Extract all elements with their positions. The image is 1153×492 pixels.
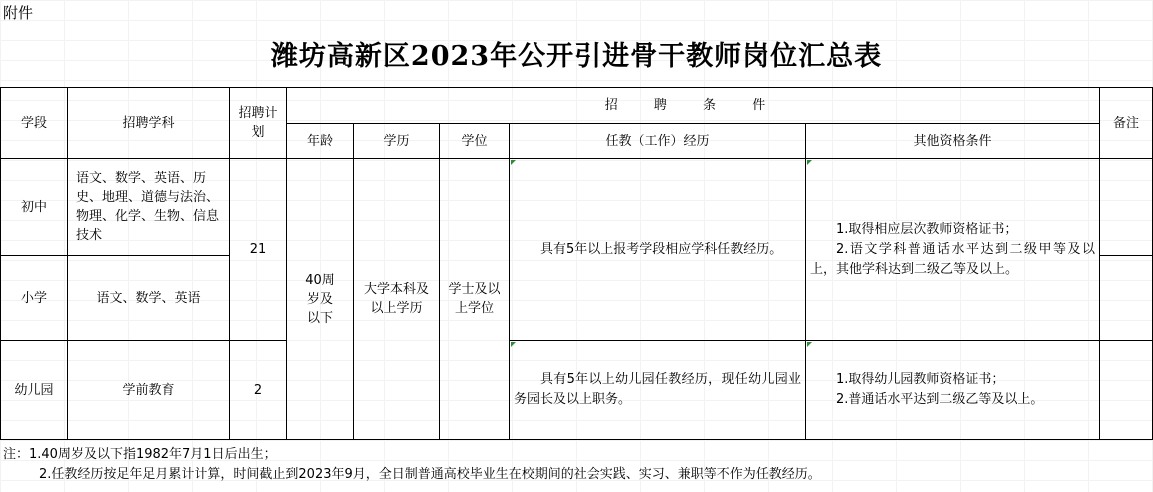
footnote-line: 注：1.40周岁及以下指1982年7月1日后出生； [3,447,277,462]
experience-cell [510,159,806,341]
plan-cell: 21 [230,159,287,341]
stage-cell: 幼儿园 [1,341,68,440]
page-title: 潍坊高新区2023年公开引进骨干教师岗位汇总表 [270,41,883,72]
plan-cell: 2 [230,341,287,440]
subjects-cell: 语文、数学、英语、历史、地理、道德与法治、物理、化学、生物、信息技术 [68,159,230,256]
header-degree: 学位 [440,124,510,159]
experience-cell [510,341,806,440]
experience-text: 具有5年以上幼儿园任教经历，现任幼儿园业务园长及以上职务。 [514,372,801,407]
footnotes [3,445,821,485]
header-experience: 任教（工作）经历 [510,124,806,159]
subjects-cell: 学前教育 [68,341,230,440]
other-qualifications-cell [806,159,1100,341]
header-subjects: 招聘学科 [68,88,230,159]
other-qualification-line: 2.语文学科普通话水平达到二级甲等及以上，其他学科达到二级乙等及以上。 [810,241,1096,277]
header-other: 其他资格条件 [806,124,1100,159]
header-plan: 招聘计划 [230,88,287,159]
remarks-cell [1100,159,1153,256]
remarks-cell [1100,256,1153,341]
age-cell: 40周岁及以下 [287,159,354,440]
degree-cell: 学士及以上学位 [440,159,510,440]
header-age: 年龄 [287,124,354,159]
education-cell: 大学本科及以上学历 [354,159,440,440]
footnote-line: 2.任教经历按足年足月累计计算，时间截止到2023年9月，全日制普通高校毕业生在校期间的社会实践、实习、兼职等不作为任教经历。 [39,467,821,482]
header-remarks: 备注 [1100,88,1153,159]
header-stage: 学段 [1,88,68,159]
positions-table [0,87,1153,440]
header-conditions: 招 聘 条 件 [287,88,1100,124]
stage-cell: 小学 [1,256,68,341]
stage-cell: 初中 [1,159,68,256]
subjects-cell: 语文、数学、英语 [68,256,230,341]
remarks-cell [1100,341,1153,440]
other-qualifications-cell [806,341,1100,440]
experience-text: 具有5年以上报考学段相应学科任教经历。 [540,241,783,257]
header-education: 学历 [354,124,440,159]
other-qualification-line: 1.取得幼儿园教师资格证书； [836,372,1005,387]
other-qualification-line: 1.取得相应层次教师资格证书； [836,221,1018,237]
other-qualification-line: 2.普通话水平达到二级乙等及以上。 [836,392,1044,407]
attachment-label: 附件 [3,4,34,22]
